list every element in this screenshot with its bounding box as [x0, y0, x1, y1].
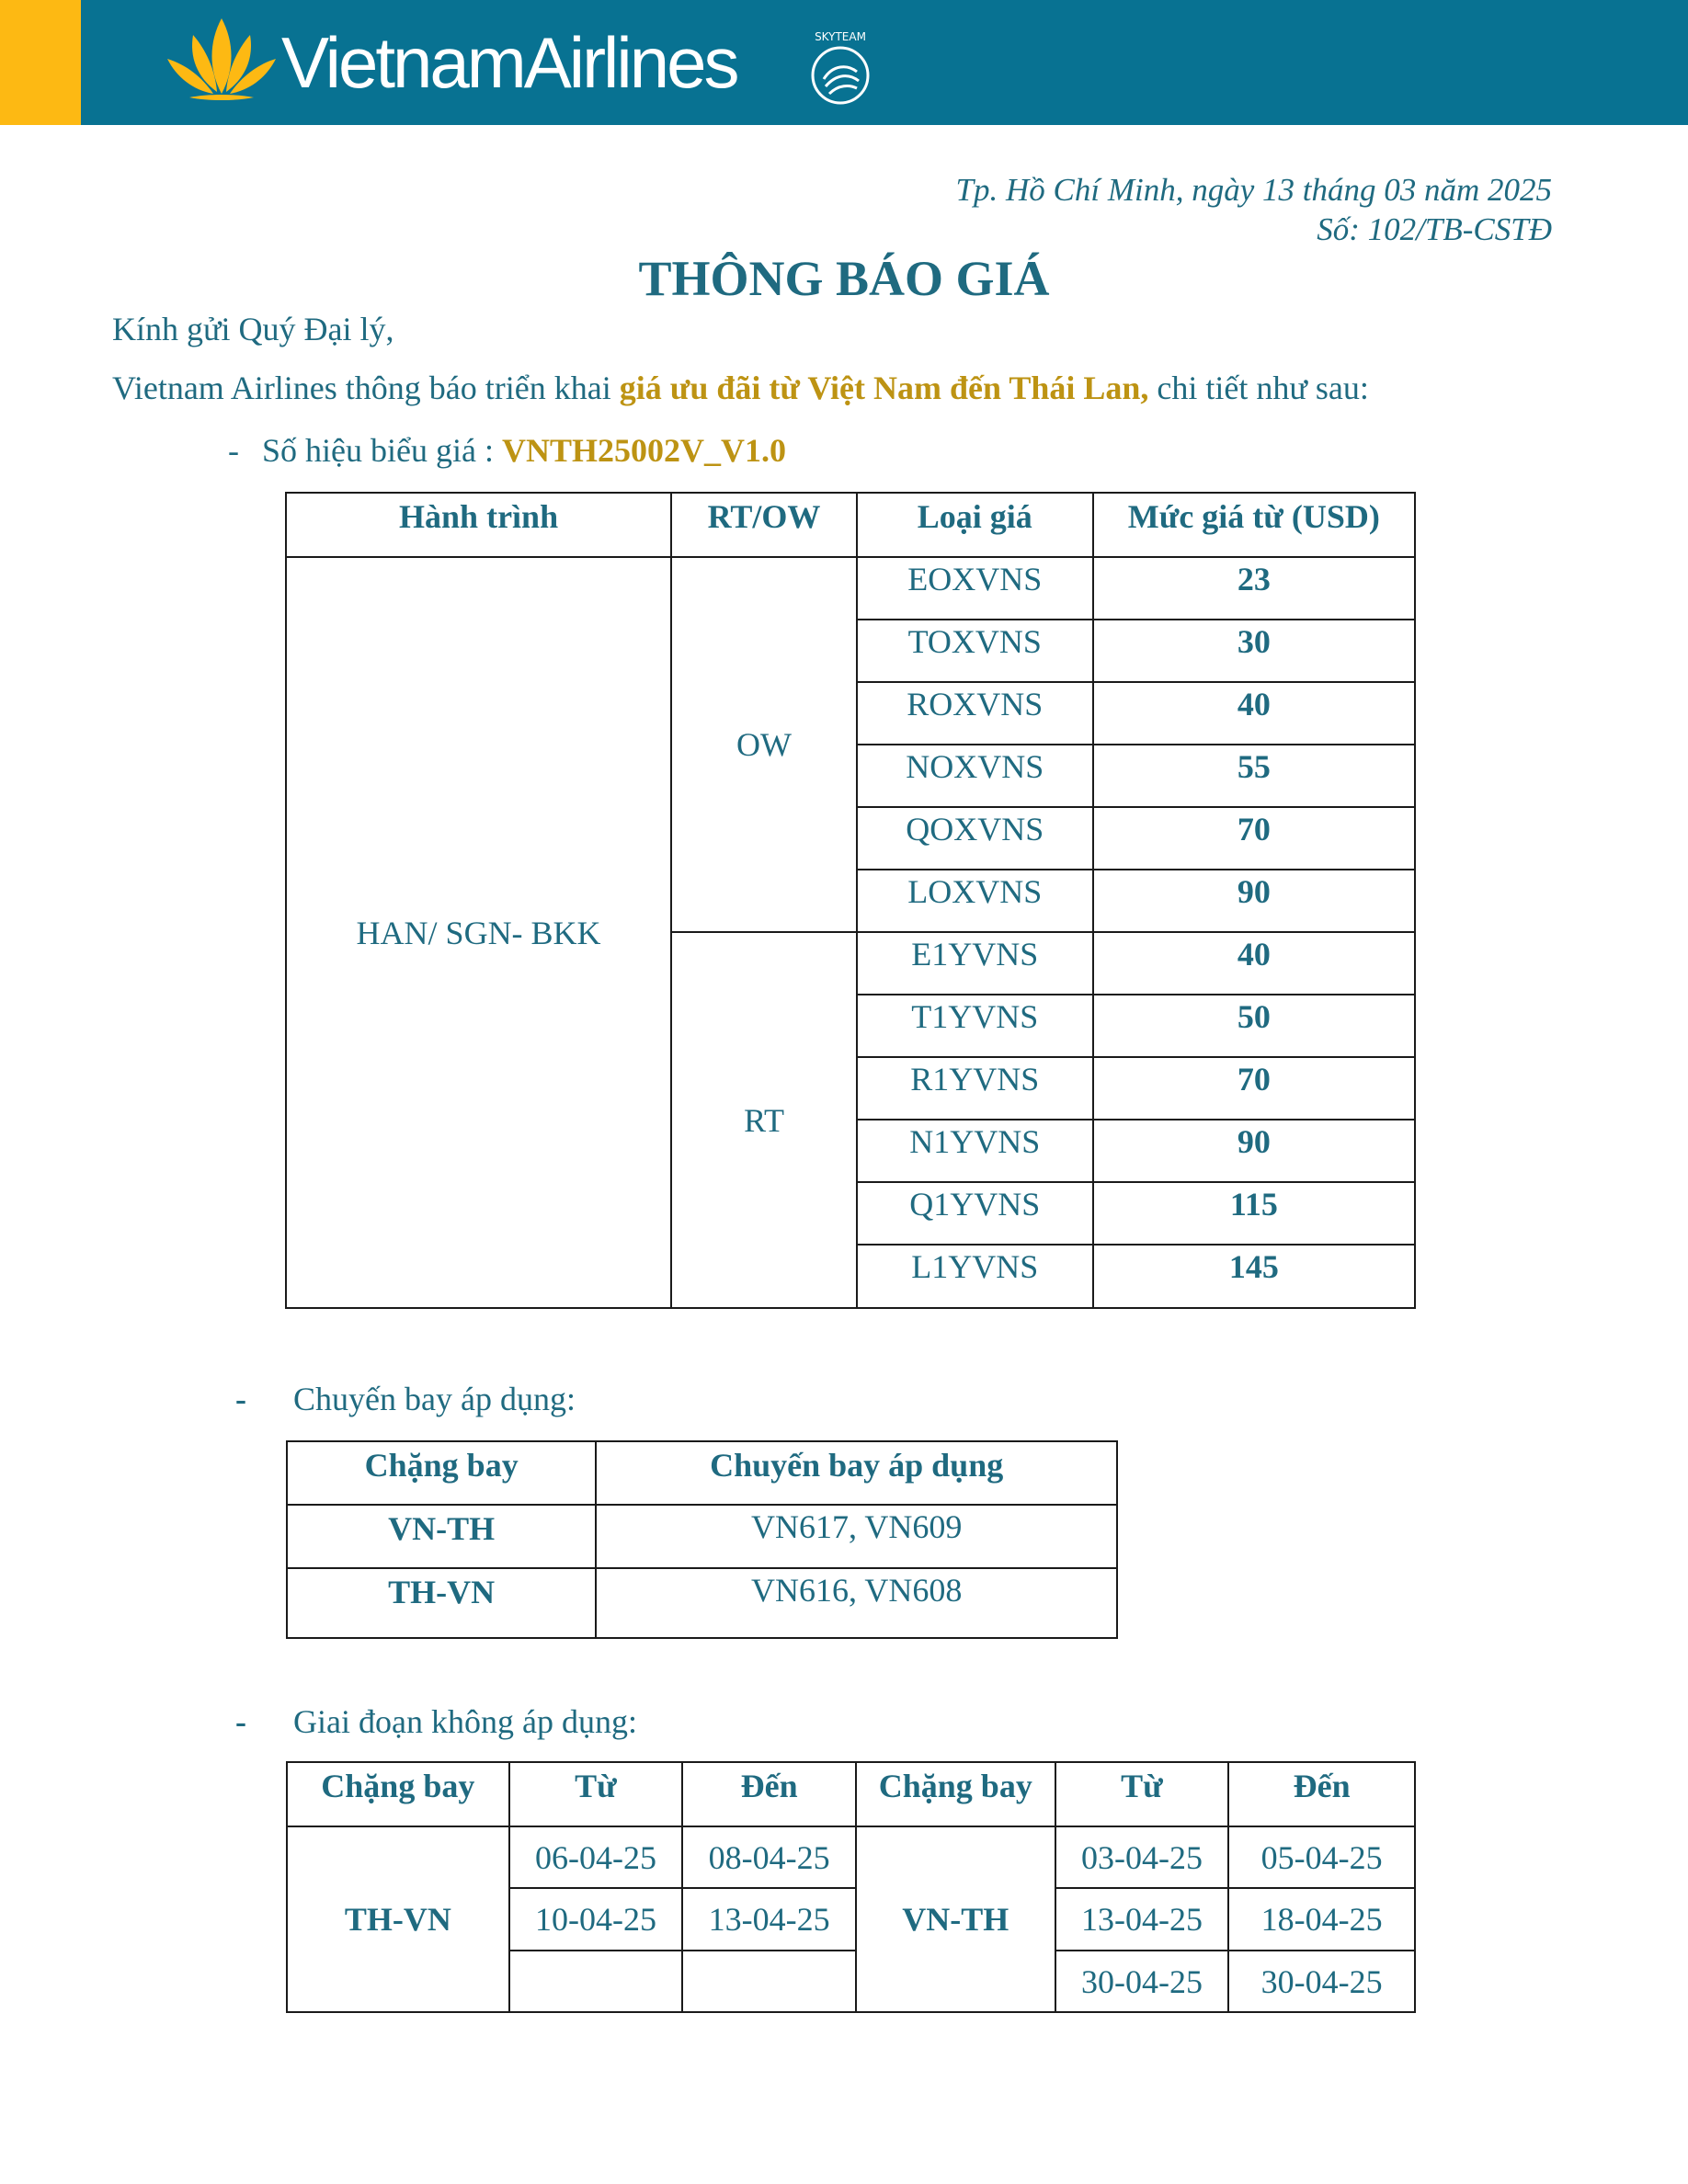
date-to-cell — [682, 1951, 856, 2012]
date-from-cell — [509, 1951, 683, 2012]
trip-type-cell: RT — [671, 932, 857, 1308]
flights-table-header-row — [287, 1441, 1117, 1505]
price-cell: 115 — [1093, 1182, 1415, 1245]
fare-basis-cell: E1YVNS — [857, 932, 1093, 995]
table-row — [287, 1568, 1117, 1638]
sector-cell-right: VN-TH — [856, 1826, 1055, 2012]
price-cell: 145 — [1093, 1245, 1415, 1308]
col-header-sector-right: Chặng bay — [856, 1762, 1055, 1826]
col-header-flights: Chuyến bay áp dụng — [596, 1441, 1117, 1505]
price-cell: 55 — [1093, 745, 1415, 807]
col-header-rtow: RT/OW — [671, 493, 857, 557]
fare-basis-cell: QOXVNS — [857, 807, 1093, 870]
trip-type-cell: OW — [671, 557, 857, 932]
fare-basis-cell: N1YVNS — [857, 1120, 1093, 1182]
col-header-fare-type: Loại giá — [857, 493, 1093, 557]
fare-basis-cell: T1YVNS — [857, 995, 1093, 1057]
fare-basis-cell: NOXVNS — [857, 745, 1093, 807]
date-from-cell: 03-04-25 — [1055, 1826, 1229, 1888]
date-from-cell: 10-04-25 — [509, 1888, 683, 1951]
price-cell: 90 — [1093, 870, 1415, 932]
fare-basis-cell: L1YVNS — [857, 1245, 1093, 1308]
flights-label-text: Chuyến bay áp dụng: — [293, 1381, 576, 1417]
fare-table — [285, 492, 1416, 1309]
intro-text-before: Vietnam Airlines thông báo triển khai — [112, 370, 620, 406]
date-to-cell: 13-04-25 — [682, 1888, 856, 1951]
date-to-cell: 30-04-25 — [1228, 1951, 1415, 2012]
bullet-dash: - — [235, 1381, 246, 1417]
col-header-from-right: Từ — [1055, 1762, 1229, 1826]
price-cell: 40 — [1093, 932, 1415, 995]
fare-basis-cell: EOXVNS — [857, 557, 1093, 620]
date-from-cell: 13-04-25 — [1055, 1888, 1229, 1951]
col-header-route: Hành trình — [286, 493, 671, 557]
blackout-label-text: Giai đoạn không áp dụng: — [293, 1703, 637, 1740]
fare-code-value: VNTH25002V_V1.0 — [501, 432, 786, 469]
flights-table — [286, 1440, 1118, 1639]
table-row — [287, 1826, 1415, 1888]
price-cell: 30 — [1093, 620, 1415, 682]
fare-basis-cell: LOXVNS — [857, 870, 1093, 932]
flights-section-label — [235, 1379, 576, 1419]
price-cell: 50 — [1093, 995, 1415, 1057]
blackout-table-header-row — [287, 1762, 1415, 1826]
date-to-cell: 08-04-25 — [682, 1826, 856, 1888]
col-header-sector-left: Chặng bay — [287, 1762, 509, 1826]
skyteam-label: SKYTEAM — [815, 30, 866, 43]
fare-table-header-row — [286, 493, 1415, 557]
price-cell: 70 — [1093, 807, 1415, 870]
col-header-to-left: Đến — [682, 1762, 856, 1826]
date-from-cell: 30-04-25 — [1055, 1951, 1229, 2012]
date-to-cell: 18-04-25 — [1228, 1888, 1415, 1951]
table-row — [287, 1505, 1117, 1568]
flights-cell: VN617, VN609 — [596, 1505, 1117, 1568]
fare-basis-cell: TOXVNS — [857, 620, 1093, 682]
fare-basis-cell: Q1YVNS — [857, 1182, 1093, 1245]
col-header-to-right: Đến — [1228, 1762, 1415, 1826]
price-cell: 40 — [1093, 682, 1415, 745]
document-number: Số: 102/TB-CSTĐ — [1317, 211, 1552, 247]
sector-cell: VN-TH — [287, 1505, 596, 1568]
table-row — [286, 557, 1415, 620]
route-cell: HAN/ SGN- BKK — [286, 557, 671, 1308]
price-cell: 23 — [1093, 557, 1415, 620]
col-header-sector: Chặng bay — [287, 1441, 596, 1505]
brand-wordmark: VietnamAirlines — [281, 22, 737, 103]
intro-highlight: giá ưu đãi từ Việt Nam đến Thái Lan, — [619, 370, 1149, 406]
page-title: THÔNG BÁO GIÁ — [638, 251, 1050, 306]
sector-cell: TH-VN — [287, 1568, 596, 1638]
blackout-table — [286, 1761, 1416, 2013]
fare-basis-cell: ROXVNS — [857, 682, 1093, 745]
greeting: Kính gửi Quý Đại lý, — [112, 311, 394, 347]
gold-accent-bar — [0, 0, 81, 125]
fare-code-line — [228, 430, 786, 471]
lotus-logo-icon — [162, 13, 281, 105]
intro-paragraph — [112, 368, 1369, 408]
flights-cell: VN616, VN608 — [596, 1568, 1117, 1638]
price-cell: 90 — [1093, 1120, 1415, 1182]
bullet-dash: - — [228, 432, 239, 469]
col-header-from-left: Từ — [509, 1762, 683, 1826]
price-cell: 70 — [1093, 1057, 1415, 1120]
skyteam-logo-icon — [796, 28, 884, 116]
fare-basis-cell: R1YVNS — [857, 1057, 1093, 1120]
sector-cell-left: TH-VN — [287, 1826, 509, 2012]
bullet-dash: - — [235, 1703, 246, 1740]
date-to-cell: 05-04-25 — [1228, 1826, 1415, 1888]
blackout-section-label — [235, 1701, 637, 1742]
col-header-price: Mức giá từ (USD) — [1093, 493, 1415, 557]
date-line: Tp. Hồ Chí Minh, ngày 13 tháng 03 năm 2025 — [955, 172, 1552, 208]
fare-code-label: Số hiệu biểu giá : — [262, 432, 502, 469]
header-banner — [0, 0, 1688, 125]
intro-text-after: chi tiết như sau: — [1148, 370, 1369, 406]
date-from-cell: 06-04-25 — [509, 1826, 683, 1888]
